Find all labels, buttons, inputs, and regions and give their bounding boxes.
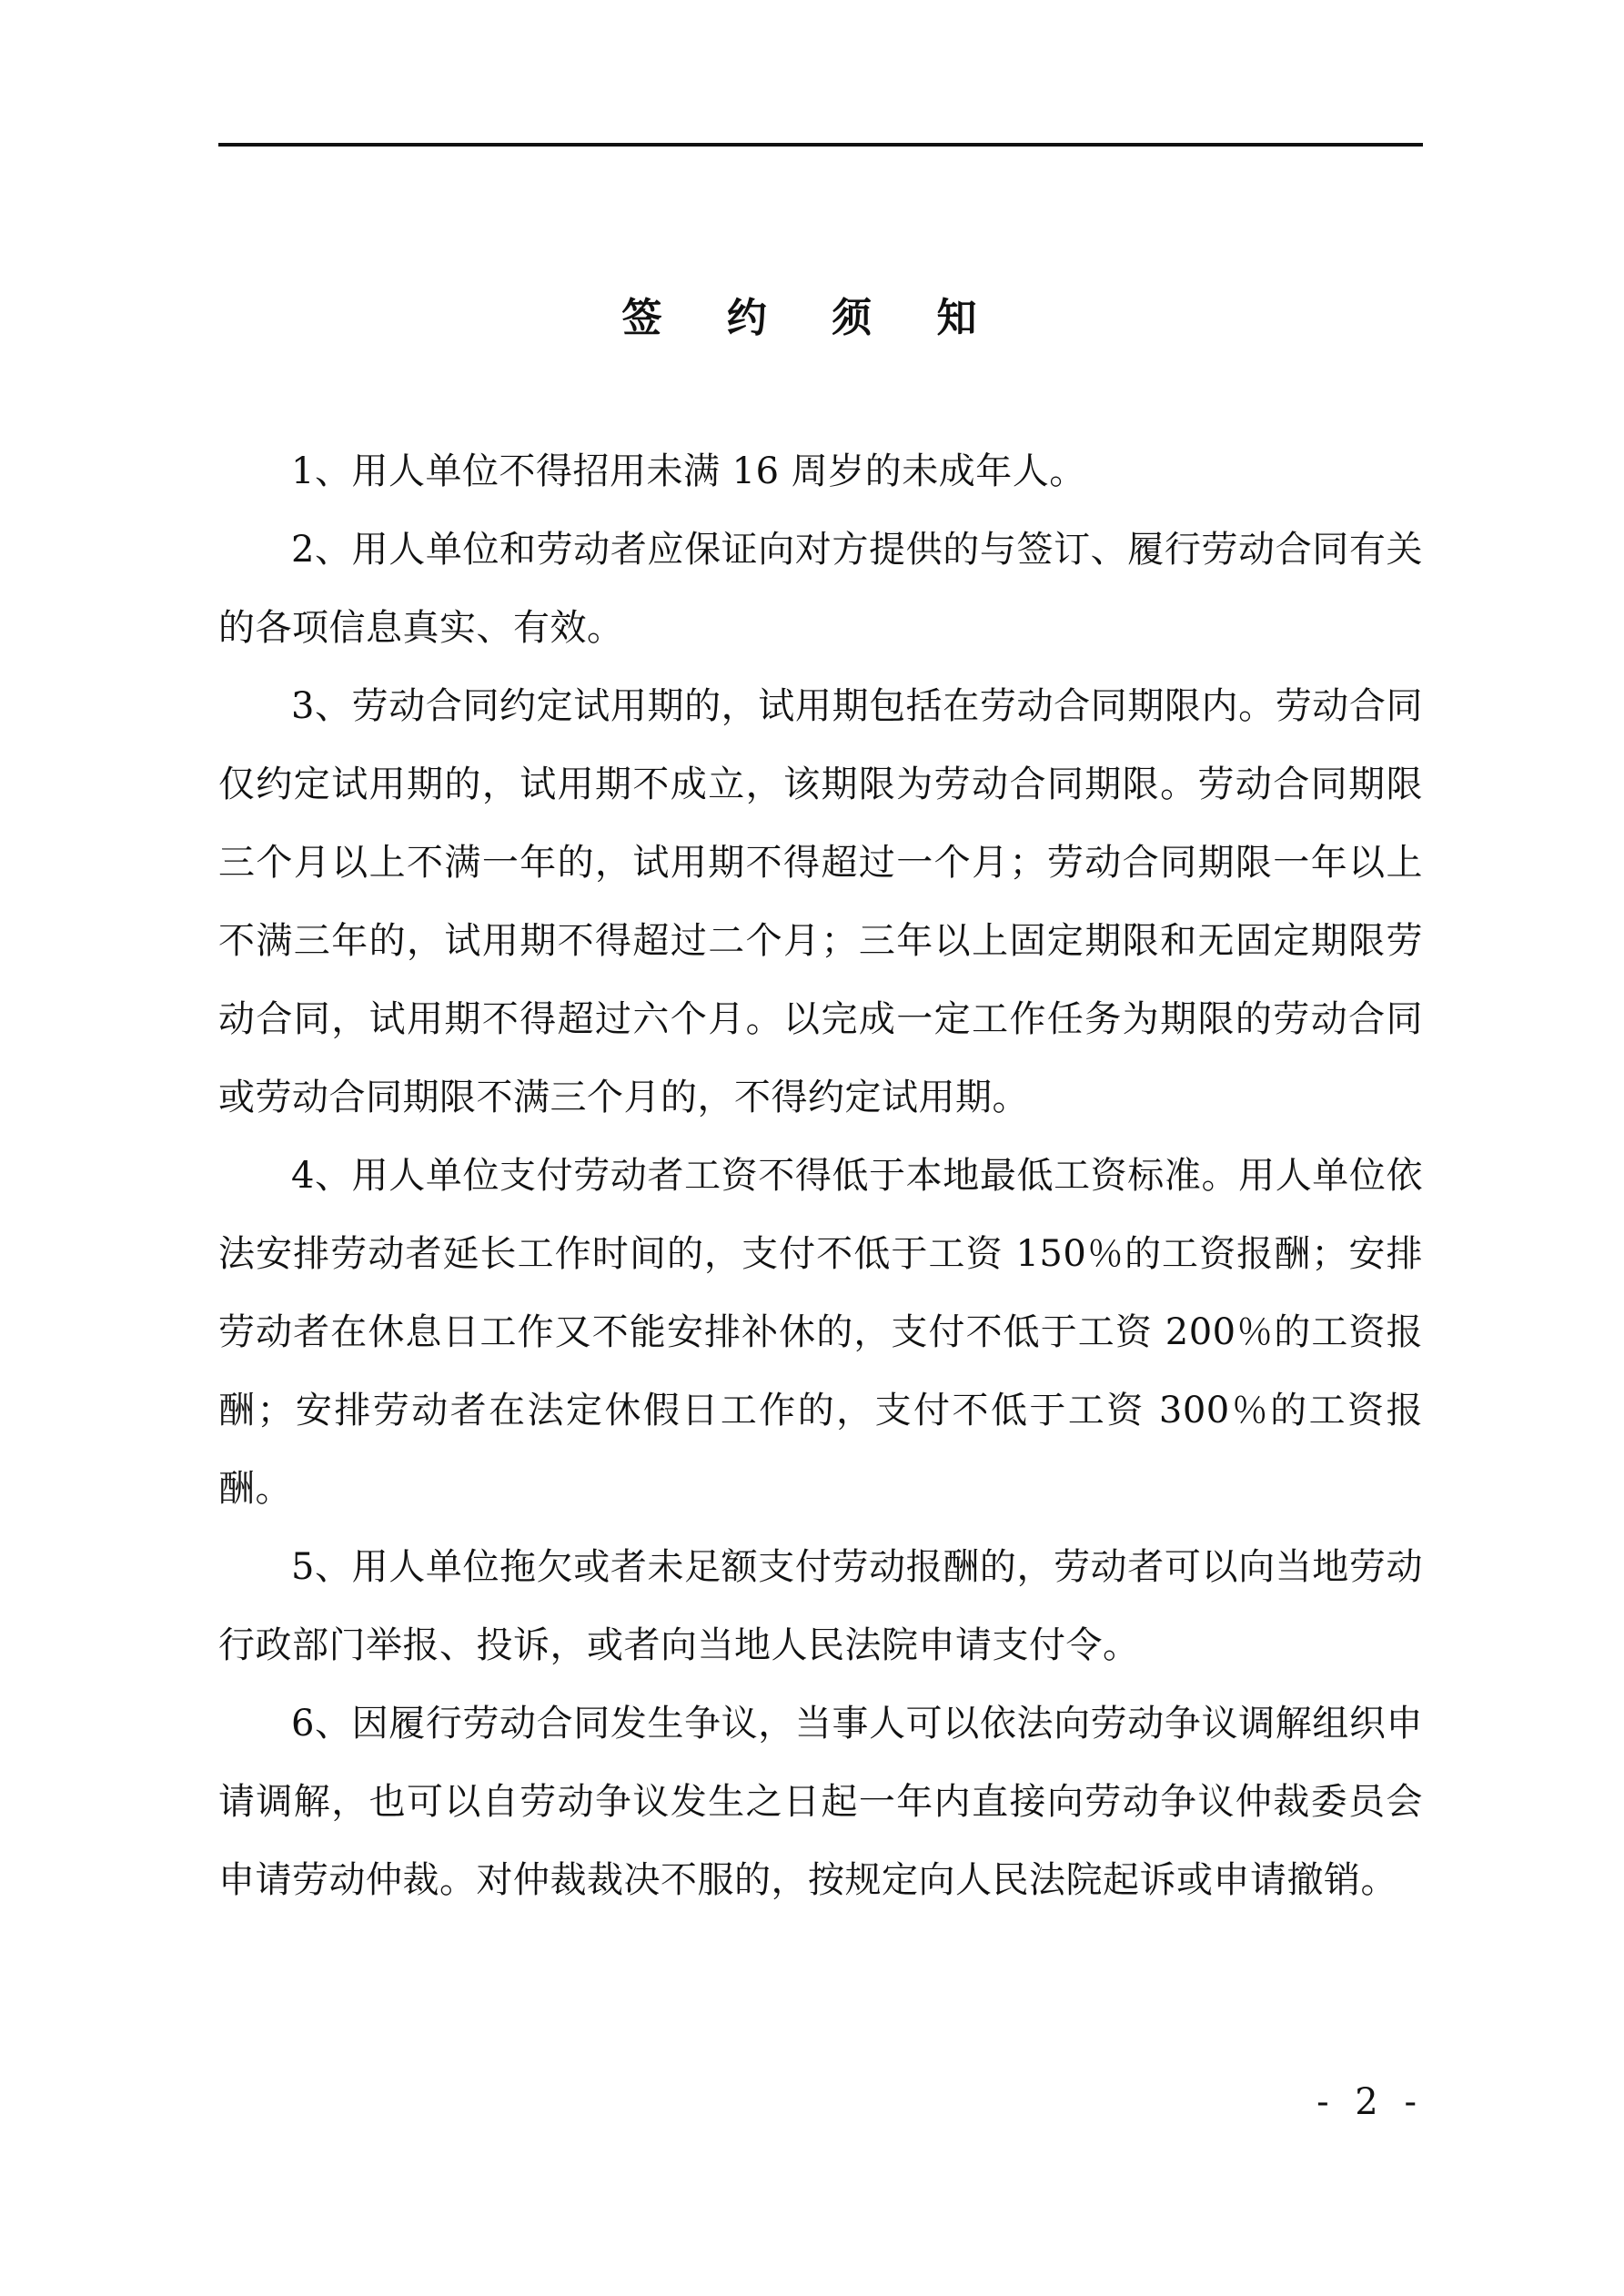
header-rule [218,143,1423,147]
notice-item-4: 4、用人单位支付劳动者工资不得低于本地最低工资标准。用人单位依法安排劳动者延长工作时间的，支付不低于工资 150％的工资报酬；安排劳动者在休息日工作又不能安排补休的，支付不低于工资 200％的工资报酬；安排劳动者在法定休假日工作的，支付不低于工资 300％的工资报酬。 [218,1155,1423,1510]
notice-item-5: 5、用人单位拖欠或者未足额支付劳动报酬的，劳动者可以向当地劳动行政部门举报、投诉，或者向当地人民法院申请支付令。 [218,1546,1423,1666]
page-number: - 2 - [1316,2081,1424,2123]
notice-item-2: 2、用人单位和劳动者应保证向对方提供的与签订、履行劳动合同有关的各项信息真实、有效。 [218,529,1423,649]
notice-body [218,432,1423,1919]
notice-item-3: 3、劳动合同约定试用期的，试用期包括在劳动合同期限内。劳动合同仅约定试用期的，试用期不成立，该期限为劳动合同期限。劳动合同期限三个月以上不满一年的，试用期不得超过一个月；劳动合同期限一年以上不满三年的，试用期不得超过二个月；三年以上固定期限和无固定期限劳动合同，试用期不得超过六个月。以完成一定工作任务为期限的劳动合同或劳动合同期限不满三个月的，不得约定试用期。 [218,685,1423,1118]
notice-item-6: 6、因履行劳动合同发生争议，当事人可以依法向劳动争议调解组织申请调解，也可以自劳动争议发生之日起一年内直接向劳动争议仲裁委员会申请劳动仲裁。对仲裁裁决不服的，按规定向人民法院起诉或申请撤销。 [218,1703,1423,1901]
notice-item-1: 1、用人单位不得招用未满 16 周岁的未成年人。 [291,450,1086,492]
page-title: 签 约 须 知 [621,295,1003,341]
